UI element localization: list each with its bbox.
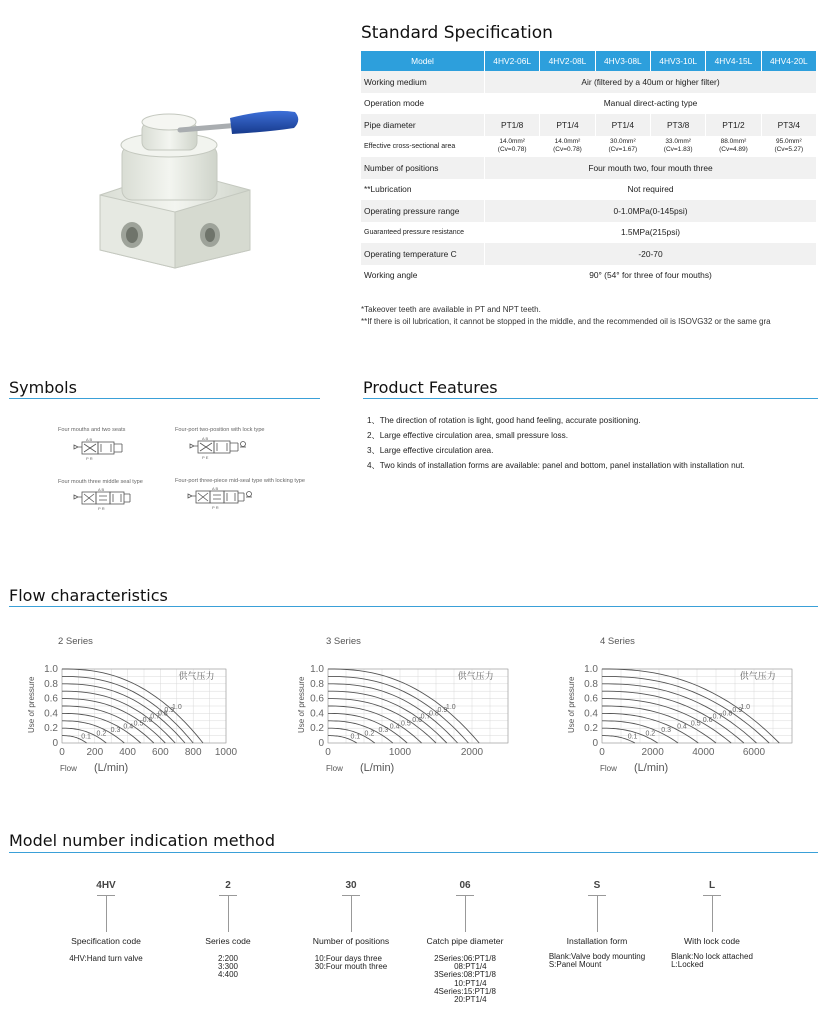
model-divider — [9, 852, 818, 853]
spec-title: Standard Specification — [361, 23, 553, 43]
x-tick-label: 6000 — [742, 747, 766, 758]
y-tick-label: 1.0 — [44, 664, 58, 675]
curve-label: 0.6 — [142, 717, 153, 725]
x-tick-label: 0 — [599, 747, 605, 758]
curve-label: 0.1 — [350, 733, 361, 741]
features-divider — [363, 398, 818, 399]
spec-row-label: Guaranteed pressure resistance — [361, 222, 485, 244]
symbols-title: Symbols — [9, 378, 77, 397]
model-code-segment: 2 — [225, 880, 231, 891]
valve-symbol-4-3-lock — [186, 486, 258, 516]
x-tick-label: 400 — [119, 747, 136, 758]
spec-row-label: Operating temperature C — [361, 243, 485, 265]
svg-text:P R: P R — [98, 506, 105, 511]
supply-pressure-label: 供气压力 — [178, 672, 215, 682]
model-code-connector — [351, 896, 352, 932]
model-code-connector — [228, 896, 229, 932]
x-axis-unit: (L/min) — [634, 762, 669, 774]
x-tick-label: 200 — [86, 747, 104, 758]
spec-header-cell: 4HV2-08L — [540, 51, 595, 71]
spec-cell: PT1/4 — [595, 114, 650, 136]
svg-text:A B: A B — [212, 486, 219, 491]
y-tick-label: 0.6 — [310, 693, 324, 705]
curve-label: 0.1 — [81, 733, 91, 741]
spec-note: **If there is oil lubrication, it cannot be stopped in the middle, and the recommended oil is ISOVG32 or the same gra — [361, 317, 771, 326]
x-tick-label: 1000 — [388, 747, 412, 758]
model-code-segment: 30 — [345, 880, 357, 891]
x-tick-label: 4000 — [692, 747, 715, 758]
curve-label: 0.4 — [677, 723, 687, 731]
curve-label: 0.1 — [627, 733, 638, 741]
spec-row-value: Not required — [485, 179, 817, 201]
chart-title: 2 Series — [58, 636, 93, 647]
symbol-caption: Four-port two-position with lock type — [175, 427, 265, 433]
y-tick-label: 1.0 — [310, 664, 324, 675]
spec-cell: PT1/4 — [540, 114, 595, 136]
y-tick-label: 0.8 — [584, 678, 598, 690]
spec-cv: (Cv=0.78) — [497, 146, 527, 154]
spec-row — [361, 222, 817, 244]
model-code-label: Catch pipe diameter — [426, 936, 504, 946]
curve-label: 0.7 — [420, 713, 431, 721]
model-code-label: With lock code — [684, 936, 740, 946]
spec-row-value: Manual direct-acting type — [485, 93, 817, 115]
spec-cell: PT1/8 — [485, 114, 540, 136]
curve-label: 0.2 — [364, 730, 375, 738]
curve-label: 0.3 — [110, 727, 121, 735]
valve-symbol-4-2 — [72, 437, 132, 467]
model-code-values: Blank:Valve body mounting S:Panel Mount — [548, 952, 646, 970]
spec-area: 95.0mm² — [775, 138, 802, 146]
spec-area: 88.0mm² — [720, 138, 747, 146]
y-tick-label: 0 — [52, 738, 58, 749]
spec-header-cell: 4HV4-15L — [706, 51, 761, 71]
x-tick-label: 0 — [325, 747, 331, 758]
flow-divider — [9, 606, 818, 607]
spec-area: 33.0mm² — [665, 138, 691, 146]
y-axis-label: Use of pressure — [297, 676, 306, 733]
spec-cv: (Cv=5.27) — [774, 146, 804, 154]
y-tick-label: 1.0 — [584, 664, 598, 675]
y-tick-label: 0.8 — [310, 678, 324, 690]
svg-text:P R: P R — [212, 505, 219, 510]
spec-row — [361, 114, 817, 136]
spec-cell — [540, 136, 595, 158]
curve-label: 0.9 — [437, 707, 448, 715]
features-title: Product Features — [363, 378, 498, 397]
model-code-label: Number of positions — [312, 936, 390, 946]
spec-row-label: Working medium — [361, 71, 485, 93]
svg-text:P E: P E — [202, 455, 209, 460]
y-tick-label: 0.2 — [584, 723, 598, 735]
spec-cell — [650, 136, 705, 158]
x-axis-unit: (L/min) — [360, 762, 395, 774]
valve-symbol-4-3 — [72, 487, 142, 517]
curve-label: 0.8 — [429, 710, 439, 718]
feature-item: 1、The direction of rotation is light, good hand feeling, accurate positioning. — [367, 416, 641, 425]
spec-cell: PT3/4 — [761, 114, 816, 136]
flow-chart-2-series — [20, 650, 250, 778]
spec-header-cell: 4HV4-20L — [761, 51, 816, 71]
spec-row — [361, 136, 817, 158]
spec-row — [361, 93, 817, 115]
svg-text:P R: P R — [86, 456, 93, 461]
symbols-divider — [9, 398, 320, 399]
spec-header-cell: 4HV3-10L — [650, 51, 705, 71]
spec-note: *Takeover teeth are available in PT and NPT teeth. — [361, 305, 541, 314]
x-axis-label: Flow — [60, 764, 77, 773]
x-tick-label: 2000 — [641, 747, 664, 758]
y-tick-label: 0 — [318, 738, 324, 749]
spec-cell — [485, 136, 540, 158]
spec-cell — [761, 136, 816, 158]
supply-pressure-label: 供气压力 — [457, 672, 494, 682]
spec-row — [361, 71, 817, 93]
feature-item: 3、Large effective circulation area. — [367, 446, 494, 455]
y-tick-label: 0.2 — [44, 723, 58, 735]
x-axis-label: Flow — [600, 764, 617, 773]
x-tick-label: 0 — [59, 747, 65, 758]
spec-row-value: Air (filtered by a 40um or higher filter) — [485, 71, 817, 93]
spec-header-cell: Model — [361, 51, 485, 71]
curve-label: 0.6 — [702, 717, 713, 725]
flow-title: Flow characteristics — [9, 586, 168, 605]
curve-label: 0.5 — [690, 720, 701, 728]
symbol-caption: Four-port three-piece mid-seal type with locking type — [175, 478, 305, 484]
curve-label: 1.0 — [445, 703, 456, 711]
curve-label: 0.8 — [157, 710, 168, 718]
x-axis-label: Flow — [326, 764, 343, 773]
spec-row — [361, 157, 817, 179]
spec-header-cell: 4HV3-08L — [595, 51, 650, 71]
chart-title: 3 Series — [326, 636, 361, 647]
y-axis-label: Use of pressure — [567, 676, 576, 733]
flow-chart-4-series — [560, 650, 800, 778]
feature-item: 4、Two kinds of installation forms are available: panel and bottom, panel installation with installation nut. — [367, 461, 745, 470]
x-tick-label: 800 — [184, 747, 202, 758]
spec-cv: (Cv=0.78) — [553, 146, 582, 154]
spec-cell — [595, 136, 650, 158]
spec-row-value: 1.5MPa(215psi) — [485, 222, 817, 244]
model-code-segment: S — [593, 880, 601, 891]
curve-label: 0.4 — [123, 723, 134, 731]
model-code-label: Installation form — [566, 936, 628, 946]
feature-item: 2、Large effective circulation area, small pressure loss. — [367, 431, 568, 440]
spec-area: 14.0mm² — [554, 138, 581, 146]
curve-label: 0.8 — [722, 710, 733, 718]
curve-label: 0.9 — [732, 707, 743, 715]
model-code-segment: 4HV — [96, 880, 116, 891]
y-tick-label: 0.6 — [584, 693, 598, 705]
chart-title: 4 Series — [600, 636, 635, 647]
y-tick-label: 0.4 — [584, 708, 598, 720]
x-tick-label: 600 — [152, 747, 169, 758]
model-code-values: 10:Four days three 30:Four mouth three — [314, 954, 388, 972]
y-tick-label: 0 — [592, 738, 598, 749]
model-code-connector — [597, 896, 598, 932]
y-tick-label: 0.6 — [44, 693, 58, 705]
spec-row — [361, 243, 817, 265]
model-code-values: 2Series:06:PT1/8 08:PT1/4 3Series:08:PT1/8 10:PT1/4 4Series:15:PT1/8 20:PT1/4 — [434, 954, 496, 1005]
spec-row-value: Four mouth two, four mouth three — [485, 157, 817, 179]
spec-cv: (Cv=4.89) — [719, 146, 748, 154]
supply-pressure-label: 供气压力 — [739, 672, 776, 682]
valve-product-image — [80, 100, 310, 270]
valve-symbol-4-2-lock — [188, 436, 258, 466]
spec-row-label: **Lubrication — [361, 179, 485, 201]
spec-row-label: Operation mode — [361, 93, 485, 115]
curve-label: 0.4 — [389, 723, 400, 731]
spec-cell: PT1/2 — [706, 114, 761, 136]
spec-row-label: Pipe diameter — [361, 114, 485, 136]
curve-label: 0.9 — [164, 707, 175, 715]
spec-row-value: 90° (54° for three of four mouths) — [485, 265, 817, 287]
x-axis-unit: (L/min) — [94, 762, 129, 774]
y-tick-label: 0.4 — [44, 708, 58, 720]
model-code-connector — [712, 896, 713, 932]
curve-label: 0.3 — [378, 727, 389, 735]
model-code-values: 2:200 3:300 4:400 — [217, 954, 239, 980]
spec-row-value: -20-70 — [485, 243, 817, 265]
spec-area: 30.0mm² — [609, 138, 636, 146]
model-title: Model number indication method — [9, 831, 275, 850]
svg-text:A B: A B — [202, 436, 209, 441]
curve-label: 0.2 — [645, 730, 656, 738]
curve-label: 0.5 — [133, 720, 144, 728]
spec-row — [361, 200, 817, 222]
spec-cv: (Cv=1.83) — [663, 146, 693, 154]
spec-row-label: Number of positions — [361, 157, 485, 179]
model-code-label: Series code — [205, 936, 251, 946]
spec-row-value: 0-1.0MPa(0-145psi) — [485, 200, 817, 222]
model-code-label: Specification code — [71, 936, 141, 946]
x-tick-label: 2000 — [460, 747, 484, 758]
y-tick-label: 0.4 — [310, 708, 324, 720]
spec-area: 14.0mm² — [499, 138, 525, 146]
spec-row-label: Operating pressure range — [361, 200, 485, 222]
model-code-connector — [465, 896, 466, 932]
y-axis-label: Use of pressure — [27, 676, 36, 733]
spec-row-label: Working angle — [361, 265, 485, 287]
curve-label: 0.2 — [96, 730, 107, 738]
model-code-connector — [106, 896, 107, 932]
model-code-segment: 06 — [459, 880, 471, 891]
svg-text:A B: A B — [86, 437, 93, 442]
model-code-values: Blank:No lock attached L:Locked — [671, 952, 753, 970]
curve-label: 0.7 — [150, 713, 160, 721]
y-tick-label: 0.2 — [310, 723, 324, 735]
spec-row-label: Effective cross-sectional area — [361, 136, 485, 158]
curve-label: 1.0 — [172, 703, 182, 711]
symbol-caption: Four mouth three middle seal type — [58, 479, 143, 485]
flow-chart-3-series — [290, 650, 520, 778]
spec-row — [361, 265, 817, 287]
model-code-values: 4HV:Hand turn valve — [69, 954, 143, 963]
curve-label: 0.7 — [712, 713, 723, 721]
spec-cell: PT3/8 — [650, 114, 705, 136]
spec-row — [361, 179, 817, 201]
curve-label: 0.5 — [401, 720, 411, 728]
spec-header-cell: 4HV2-06L — [485, 51, 540, 71]
symbol-caption: Four mouths and two seats — [58, 427, 126, 433]
y-tick-label: 0.8 — [44, 678, 58, 690]
spec-cell — [706, 136, 761, 158]
x-tick-label: 1000 — [214, 747, 238, 758]
svg-text:A B: A B — [98, 487, 105, 492]
curve-label: 0.6 — [412, 717, 422, 725]
model-code-segment: L — [708, 880, 716, 891]
spec-table — [361, 51, 817, 286]
spec-header-row — [361, 51, 817, 71]
spec-cv: (Cv=1.67) — [608, 146, 638, 154]
curve-label: 0.3 — [661, 727, 672, 735]
curve-label: 1.0 — [740, 703, 751, 711]
